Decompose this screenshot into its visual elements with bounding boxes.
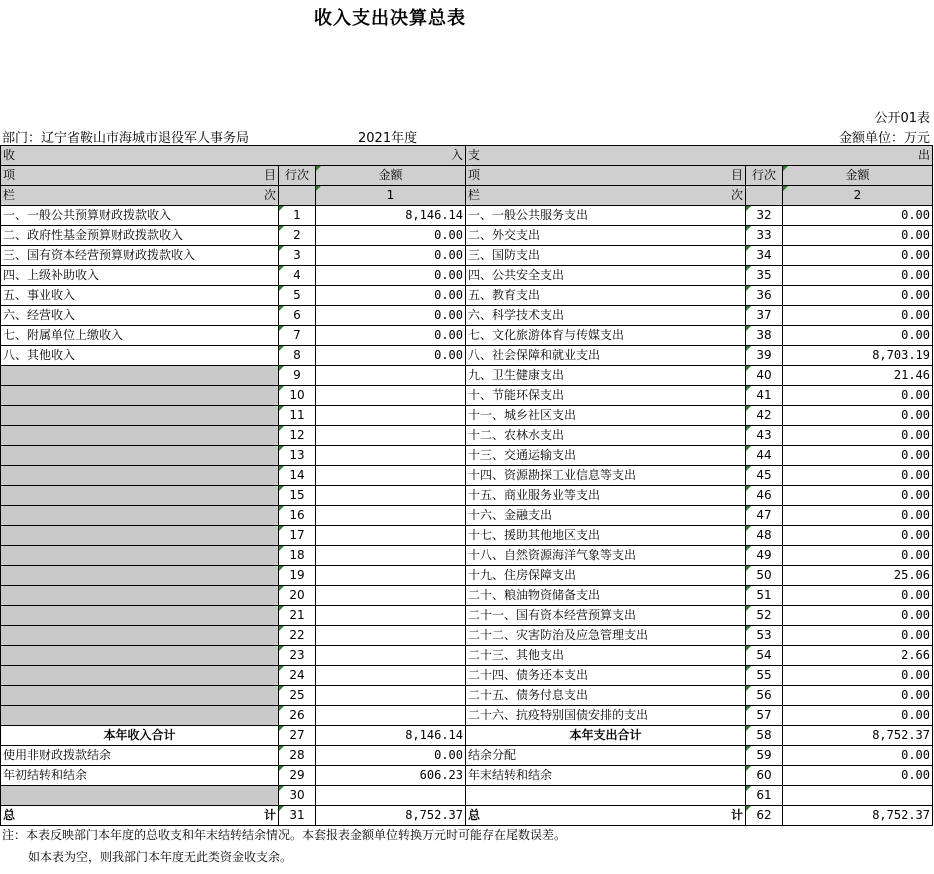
income-amount [316,686,466,706]
income-row-no-header: 行次 [279,166,316,186]
income-row-no: 25 [279,686,316,706]
income-row-no: 11 [279,406,316,426]
expense-row-no: 52 [746,606,783,626]
expense-row-no: 32 [746,206,783,226]
expense-item-name: 十八、自然资源海洋气象等支出 [466,546,746,566]
expense-amount: 0.00 [783,626,933,646]
expense-amount: 0.00 [783,706,933,726]
expense-amount: 0.00 [783,286,933,306]
table-row [1,506,933,526]
income-row-no: 31 [279,806,316,826]
expense-row-no: 57 [746,706,783,726]
income-row-no: 26 [279,706,316,726]
expense-row-no: 48 [746,526,783,546]
expense-amount: 25.06 [783,566,933,586]
expense-row-no: 58 [746,726,783,746]
income-item-name [1,466,279,486]
amount-unit: 金额单位：万元 [838,131,930,146]
income-amount: 0.00 [316,746,466,766]
income-item-name [1,786,279,806]
table-row [1,746,933,766]
income-row-no: 19 [279,566,316,586]
expense-item-name: 年末结转和结余 [466,766,746,786]
expense-amount: 0.00 [783,506,933,526]
expense-grand-total: 8,752.37 [783,806,933,826]
expense-row-no: 37 [746,306,783,326]
table-row [1,346,933,366]
expense-amount: 0.00 [783,406,933,426]
income-row-no: 21 [279,606,316,626]
table-row [1,606,933,626]
expense-col-index-label: 栏 次 [466,186,746,206]
table-row [1,546,933,566]
expense-item-name: 七、文化旅游体育与传媒支出 [466,326,746,346]
expense-item-name: 八、社会保障和就业支出 [466,346,746,366]
income-row-no: 20 [279,586,316,606]
expense-item-name: 十一、城乡社区支出 [466,406,746,426]
expense-row-no: 34 [746,246,783,266]
expense-row-no: 35 [746,266,783,286]
income-amount [316,506,466,526]
expense-item-name: 二十一、国有资本经营预算支出 [466,606,746,626]
income-amount: 8,146.14 [316,726,466,746]
expense-row-no: 43 [746,426,783,446]
expense-item-name: 二十四、债务还本支出 [466,666,746,686]
income-row-no: 3 [279,246,316,266]
expense-row-no: 55 [746,666,783,686]
income-col-index-empty [279,186,316,206]
income-row-no: 10 [279,386,316,406]
income-item-name: 一、一般公共预算财政拨款收入 [1,206,279,226]
column-index-row [1,186,933,206]
expense-item-name: 结余分配 [466,746,746,766]
table-row [1,306,933,326]
table-row [1,626,933,646]
expense-item-name: 十、节能环保支出 [466,386,746,406]
income-item-name: 二、政府性基金预算财政拨款收入 [1,226,279,246]
income-row-no: 8 [279,346,316,366]
expense-amount [783,786,933,806]
expense-row-no: 54 [746,646,783,666]
expense-item-name: 二、外交支出 [466,226,746,246]
table-row [1,246,933,266]
income-row-no: 9 [279,366,316,386]
expense-row-no: 59 [746,746,783,766]
table-row [1,466,933,486]
expense-item-name: 二十五、债务付息支出 [466,686,746,706]
income-amount [316,586,466,606]
expense-amount: 0.00 [783,766,933,786]
expense-item-name: 二十六、抗疫特别国债安排的支出 [466,706,746,726]
income-row-no: 16 [279,506,316,526]
expense-amount: 0.00 [783,386,933,406]
expense-amount: 0.00 [783,686,933,706]
expense-item-name: 十五、商业服务业等支出 [466,486,746,506]
expense-row-no: 47 [746,506,783,526]
income-item-name [1,486,279,506]
expense-item-name: 二十三、其他支出 [466,646,746,666]
income-row-no: 28 [279,746,316,766]
expense-item-name: 本年支出合计 [466,726,746,746]
expense-row-no: 49 [746,546,783,566]
income-item-name [1,506,279,526]
table-row [1,206,933,226]
expense-item-name: 十六、金融支出 [466,506,746,526]
expense-row-no: 62 [746,806,783,826]
expense-amount: 0.00 [783,666,933,686]
expense-item-name: 一、一般公共服务支出 [466,206,746,226]
report-title: 收入支出决算总表 [314,8,466,29]
table-row [1,526,933,546]
expense-row-no: 39 [746,346,783,366]
income-amount: 8,146.14 [316,206,466,226]
report-year: 2021年度 [358,131,418,146]
expense-row-no: 41 [746,386,783,406]
expense-amount: 8,752.37 [783,726,933,746]
expense-amount: 0.00 [783,446,933,466]
expense-row-no: 61 [746,786,783,806]
expense-grand-total-label: 总 计 [466,806,746,826]
income-item-name [1,406,279,426]
expense-amount: 0.00 [783,586,933,606]
expense-amount: 0.00 [783,326,933,346]
expense-amount: 0.00 [783,546,933,566]
income-row-no: 30 [279,786,316,806]
income-row-no: 13 [279,446,316,466]
table-row [1,666,933,686]
table-row [1,366,933,386]
table-row [1,266,933,286]
income-item-header: 项 目 [1,166,279,186]
income-item-name [1,526,279,546]
expense-item-name: 十三、交通运输支出 [466,446,746,466]
expense-row-no: 53 [746,626,783,646]
table-row [1,686,933,706]
table-row [1,406,933,426]
table-row [1,286,933,306]
income-item-name [1,366,279,386]
footnote-1: 注：本表反映部门本年度的总收支和年末结转结余情况。本套报表金额单位转换万元时可能存在尾数误差。 [2,828,567,842]
income-amount: 606.23 [316,766,466,786]
income-amount [316,646,466,666]
expense-section-header: 支 出 [466,146,933,166]
table-row [1,566,933,586]
expense-amount: 0.00 [783,426,933,446]
income-amount [316,706,466,726]
income-item-name [1,586,279,606]
expense-col-index: 2 [783,186,933,206]
expense-item-name: 五、教育支出 [466,286,746,306]
income-row-no: 7 [279,326,316,346]
expense-amount: 0.00 [783,246,933,266]
table-row [1,426,933,446]
income-row-no: 24 [279,666,316,686]
expense-row-no: 46 [746,486,783,506]
income-item-name: 七、附属单位上缴收入 [1,326,279,346]
income-item-name [1,686,279,706]
income-amount [316,426,466,446]
income-item-name: 五、事业收入 [1,286,279,306]
income-amount [316,786,466,806]
income-item-name [1,606,279,626]
income-item-name [1,446,279,466]
income-item-name: 年初结转和结余 [1,766,279,786]
income-col-index-label: 栏 次 [1,186,279,206]
expense-item-name: 二十二、灾害防治及应急管理支出 [466,626,746,646]
expense-amount: 0.00 [783,266,933,286]
income-amount: 0.00 [316,326,466,346]
income-item-name [1,566,279,586]
expense-col-index-empty [746,186,783,206]
income-amount-header: 金额 [316,166,466,186]
column-header-row [1,166,933,186]
income-row-no: 17 [279,526,316,546]
expense-item-name: 九、卫生健康支出 [466,366,746,386]
expense-item-name: 十四、资源勘探工业信息等支出 [466,466,746,486]
income-row-no: 6 [279,306,316,326]
expense-row-no: 60 [746,766,783,786]
income-amount [316,406,466,426]
table-row [1,726,933,746]
income-item-name [1,646,279,666]
income-amount [316,386,466,406]
income-row-no: 27 [279,726,316,746]
expense-row-no: 42 [746,406,783,426]
income-item-name: 三、国有资本经营预算财政拨款收入 [1,246,279,266]
income-item-name [1,706,279,726]
expense-row-no: 36 [746,286,783,306]
expense-amount: 0.00 [783,206,933,226]
grand-total-row [1,806,933,826]
expense-amount: 2.66 [783,646,933,666]
income-amount: 0.00 [316,346,466,366]
income-row-no: 12 [279,426,316,446]
expense-item-name: 四、公共安全支出 [466,266,746,286]
table-row [1,786,933,806]
income-amount: 0.00 [316,306,466,326]
income-amount: 0.00 [316,266,466,286]
expense-item-name [466,786,746,806]
income-row-no: 18 [279,546,316,566]
table-row [1,446,933,466]
expense-amount: 8,703.19 [783,346,933,366]
table-row [1,486,933,506]
expense-item-name: 十二、农林水支出 [466,426,746,446]
expense-row-no: 44 [746,446,783,466]
expense-amount: 21.46 [783,366,933,386]
expense-row-no: 56 [746,686,783,706]
income-row-no: 22 [279,626,316,646]
income-item-name: 六、经营收入 [1,306,279,326]
expense-row-no: 50 [746,566,783,586]
expense-amount: 0.00 [783,306,933,326]
footnote-2: 如本表为空，则我部门本年度无此类资金收支余。 [28,850,293,864]
table-row [1,226,933,246]
income-amount [316,606,466,626]
table-row [1,586,933,606]
expense-amount-header: 金额 [783,166,933,186]
income-amount [316,486,466,506]
expense-amount: 0.00 [783,606,933,626]
expense-amount: 0.00 [783,226,933,246]
income-item-name: 四、上级补助收入 [1,266,279,286]
income-row-no: 15 [279,486,316,506]
income-expense-table [0,145,933,826]
income-amount: 0.00 [316,246,466,266]
expense-row-no: 40 [746,366,783,386]
income-amount: 0.00 [316,286,466,306]
income-amount [316,666,466,686]
income-item-name: 使用非财政拨款结余 [1,746,279,766]
table-row [1,326,933,346]
table-row [1,706,933,726]
income-amount: 0.00 [316,226,466,246]
table-row [1,766,933,786]
income-row-no: 1 [279,206,316,226]
expense-item-name: 二十、粮油物资储备支出 [466,586,746,606]
expense-item-name: 十九、住房保障支出 [466,566,746,586]
income-item-name [1,666,279,686]
expense-amount: 0.00 [783,526,933,546]
income-item-name: 本年收入合计 [1,726,279,746]
income-item-name [1,546,279,566]
expense-item-name: 三、国防支出 [466,246,746,266]
expense-amount: 0.00 [783,746,933,766]
income-amount [316,366,466,386]
income-amount [316,546,466,566]
expense-row-no: 33 [746,226,783,246]
expense-item-name: 十七、援助其他地区支出 [466,526,746,546]
income-grand-total: 8,752.37 [316,806,466,826]
expense-amount: 0.00 [783,466,933,486]
expense-item-name: 六、科学技术支出 [466,306,746,326]
expense-item-header: 项 目 [466,166,746,186]
income-row-no: 14 [279,466,316,486]
income-amount [316,466,466,486]
expense-row-no-header: 行次 [746,166,783,186]
form-number: 公开01表 [874,111,930,126]
section-header-row [1,146,933,166]
income-row-no: 29 [279,766,316,786]
income-section-header: 收 入 [1,146,466,166]
income-item-name [1,386,279,406]
income-amount [316,626,466,646]
income-row-no: 4 [279,266,316,286]
expense-row-no: 45 [746,466,783,486]
income-item-name [1,426,279,446]
table-row [1,646,933,666]
department-label: 部门：辽宁省鞍山市海城市退役军人事务局 [2,131,250,146]
income-row-no: 23 [279,646,316,666]
income-item-name: 八、其他收入 [1,346,279,366]
table-row [1,386,933,406]
income-amount [316,566,466,586]
income-row-no: 2 [279,226,316,246]
income-grand-total-label: 总 计 [1,806,279,826]
income-col-index: 1 [316,186,466,206]
expense-amount: 0.00 [783,486,933,506]
income-amount [316,446,466,466]
expense-row-no: 51 [746,586,783,606]
income-row-no: 5 [279,286,316,306]
income-amount [316,526,466,546]
income-item-name [1,626,279,646]
expense-row-no: 38 [746,326,783,346]
